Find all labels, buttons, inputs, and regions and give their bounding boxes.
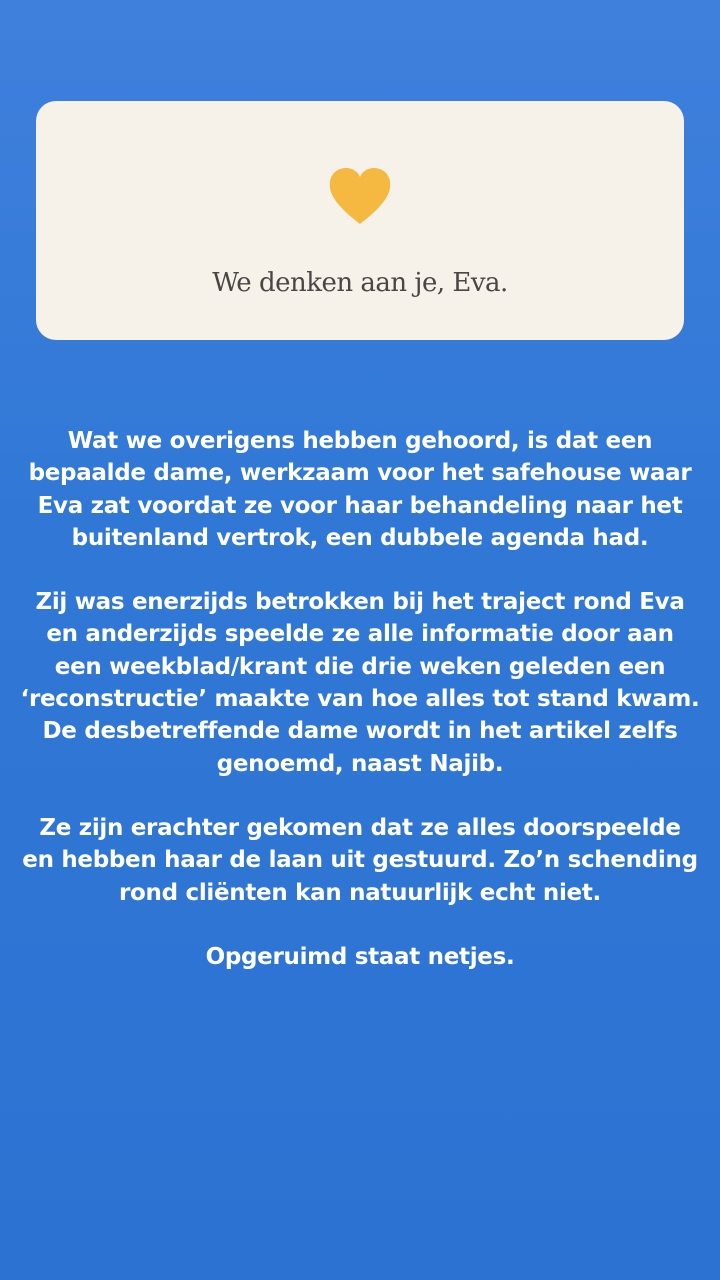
heart-icon <box>328 168 392 226</box>
card-message: We denken aan je, Eva. <box>212 268 508 298</box>
paragraph-3: Ze zijn erachter gekomen dat ze alles doorspeelde en hebben haar de laan uit gestuurd. Zo’n schending rond cliënten kan natuurlijk echt niet. <box>22 814 698 906</box>
paragraph-2: Zij was enerzijds betrokken bij het traject rond Eva en anderzijds speelde ze alle informatie door aan een weekblad/krant die drie weken geleden een ‘reconstructie’ maakte van hoe alles tot stand kwam. De desbetreffende dame wordt in het artikel zelfs genoemd, naast Najib. <box>20 589 700 777</box>
paragraph-4: Opgeruimd staat netjes. <box>205 943 515 970</box>
story-body-text <box>20 425 700 1005</box>
paragraph-1: Wat we overigens hebben gehoord, is dat een bepaalde dame, werkzaam voor het safehouse waar Eva zat voordat ze voor haar behandeling naar het buitenland vertrok, een dubbele agenda had. <box>28 428 692 551</box>
